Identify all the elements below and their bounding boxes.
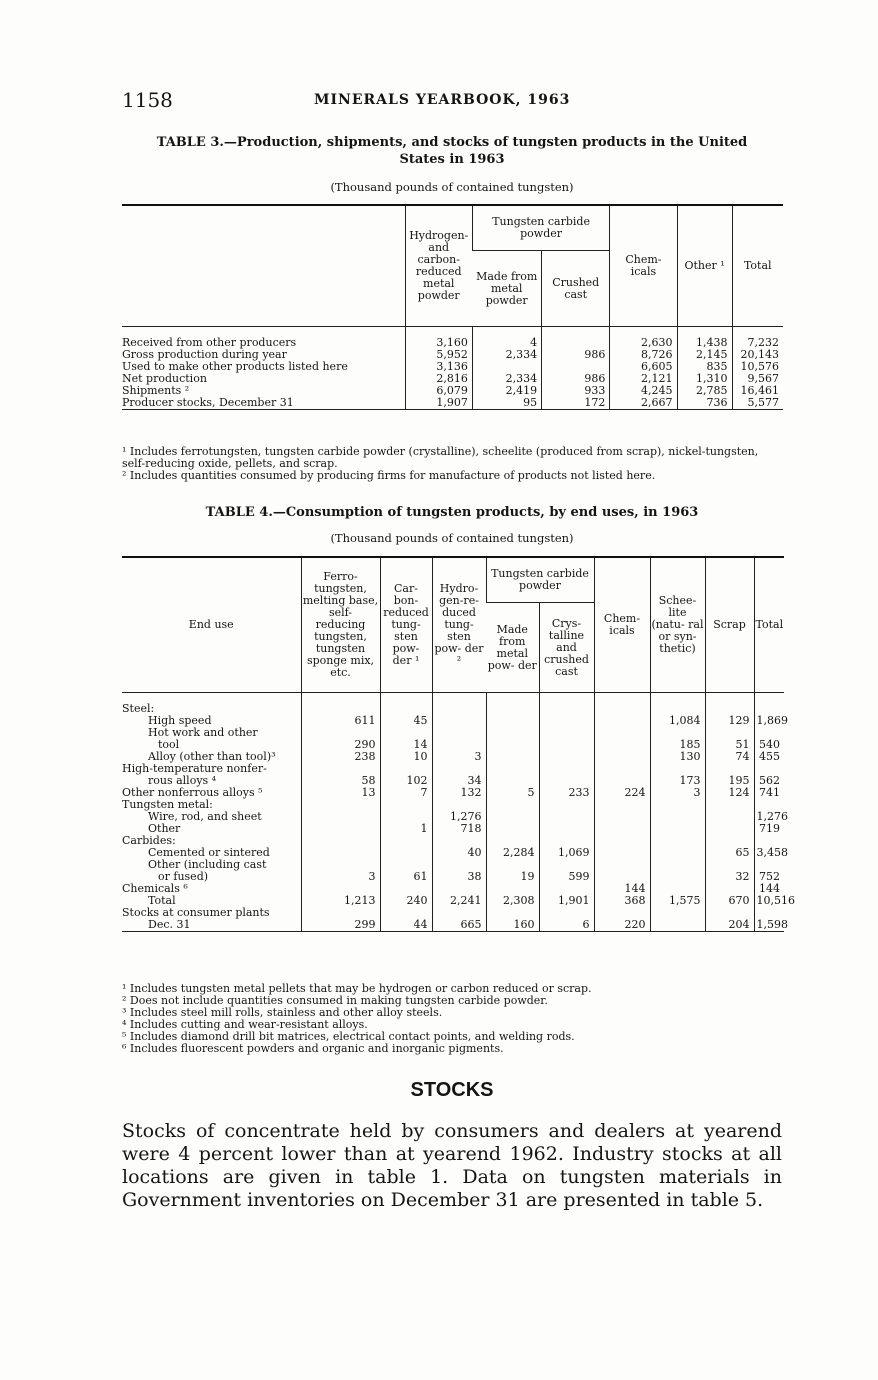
cell-made [486, 715, 539, 727]
cell-chemicals: 6,605 [610, 361, 677, 373]
cell-chemicals: 8,726 [610, 349, 677, 361]
cell-total: 20,143 [732, 349, 783, 361]
row-label: Other nonferrous alloys ⁵ [122, 786, 263, 799]
cell-crushed: 986 [542, 373, 610, 385]
table3-header-carbide-group: Tungsten carbide powder [472, 205, 609, 251]
cell-ferro [301, 835, 380, 847]
cell-hydro: 1,276 [432, 811, 486, 823]
cell-chem [594, 847, 650, 859]
row-label: or fused) [158, 870, 209, 883]
cell-chem [594, 859, 650, 871]
cell-total: 10,576 [732, 361, 783, 373]
cell-schee: 130 [650, 751, 705, 763]
row-label: High-temperature nonfer- [122, 762, 267, 775]
cell-chem [594, 823, 650, 835]
cell-chem [594, 835, 650, 847]
cell-cryst [539, 703, 594, 715]
cell-total: 540 [754, 739, 784, 751]
table3-title [122, 134, 782, 168]
cell-made [486, 799, 539, 811]
row-label: Other (including cast [148, 858, 267, 871]
cell-chem [594, 799, 650, 811]
row-label: Dec. 31 [122, 919, 301, 932]
cell-chemicals: 2,121 [610, 373, 677, 385]
cell-total: 5,577 [732, 397, 783, 410]
cell-scrap [705, 823, 754, 835]
table-row [122, 859, 784, 871]
cell-schee [650, 823, 705, 835]
cell-made [486, 751, 539, 763]
cell-scrap: 195 [705, 775, 754, 787]
cell-hydrogen: 3,136 [405, 361, 472, 373]
cell-crushed: 172 [542, 397, 610, 410]
cell-total: 1,869 [754, 715, 784, 727]
cell-ferro: 13 [301, 787, 380, 799]
page-number: 1158 [122, 88, 173, 112]
table4-header-total: Total [754, 557, 784, 693]
cell-made: 4 [472, 337, 541, 349]
cell-hydro [432, 715, 486, 727]
cell-scrap: 129 [705, 715, 754, 727]
cell-hydro: 2,241 [432, 895, 486, 907]
cell-schee: 1,084 [650, 715, 705, 727]
cell-schee [650, 919, 705, 932]
cell-ferro [301, 823, 380, 835]
table-row [122, 919, 784, 932]
row-label: Carbides: [122, 834, 176, 847]
cell-scrap: 32 [705, 871, 754, 883]
table4-header-scrap: Scrap [705, 557, 754, 693]
cell-made [486, 739, 539, 751]
cell-chem: 224 [594, 787, 650, 799]
row-label: Shipments ² [122, 384, 190, 397]
table4 [122, 556, 795, 932]
running-title: MINERALS YEARBOOK, 1963 [314, 92, 571, 108]
cell-ferro: 1,213 [301, 895, 380, 907]
cell-chem: 144 [594, 883, 650, 895]
cell-schee [650, 847, 705, 859]
cell-total: 3,458 [754, 847, 784, 859]
cell-total: 455 [754, 751, 784, 763]
cell-hydro: 132 [432, 787, 486, 799]
cell-chem [594, 715, 650, 727]
cell-chem: 368 [594, 895, 650, 907]
table4-header-crystalline: Crys- talline and crushed cast [539, 603, 594, 693]
row-label: Alloy (other than tool)³ [148, 750, 276, 763]
cell-carbon: 240 [380, 895, 432, 907]
cell-carbon: 14 [380, 739, 432, 751]
cell-made [486, 703, 539, 715]
cell-carbon [380, 847, 432, 859]
cell-schee [650, 859, 705, 871]
cell-total: 719 [754, 823, 784, 835]
table3-header-total: Total [732, 205, 783, 327]
cell-carbon: 10 [380, 751, 432, 763]
cell-ferro: 290 [301, 739, 380, 751]
cell-scrap [705, 811, 754, 823]
table4-footnote-5: ⁵ Includes diamond drill bit matrices, electrical contact points, and welding rods. [122, 1030, 575, 1043]
cell-hydro: 34 [432, 775, 486, 787]
cell-ferro [301, 847, 380, 859]
table4-header-made-from: Made from metal pow- der [486, 603, 539, 693]
table3-footnote-1: ¹ Includes ferrotungsten, tungsten carbide powder (crystalline), scheelite (produced from scrap), nickel-tungsten, self-reducing oxide, pellets, and scrap. [122, 445, 759, 470]
cell-other: 2,785 [677, 385, 732, 397]
cell-crushed: 986 [542, 349, 610, 361]
table4-header-hydro: Hydro- gen-re- duced tung- sten pow- der ² [432, 557, 486, 693]
cell-carbon: 61 [380, 871, 432, 883]
table3-header-hydrogen: Hydrogen- and carbon- reduced metal powder [405, 205, 472, 327]
cell-scrap: 670 [705, 895, 754, 907]
cell-cryst [539, 823, 594, 835]
cell-made: 2,334 [472, 373, 541, 385]
table-row [122, 811, 784, 823]
row-label: Total [148, 894, 176, 907]
table-row [122, 397, 783, 410]
cell-hydro: 40 [432, 847, 486, 859]
table3-header-crushed: Crushed cast [542, 251, 610, 327]
row-label: Gross production during year [122, 348, 287, 361]
cell-schee [650, 835, 705, 847]
cell-chemicals: 2,630 [610, 337, 677, 349]
table4-footnote-4: ⁴ Includes cutting and wear-resistant alloys. [122, 1018, 368, 1031]
cell-chemicals: 4,245 [610, 385, 677, 397]
cell-hydrogen: 5,952 [405, 349, 472, 361]
cell-scrap: 74 [705, 751, 754, 763]
cell-total: 16,461 [732, 385, 783, 397]
cell-schee: 1,575 [650, 895, 705, 907]
cell-hydrogen: 3,160 [405, 337, 472, 349]
table4-title: TABLE 4.—Consumption of tungsten products, by end uses, in 1963 [205, 505, 699, 520]
row-label: Steel: [122, 702, 155, 715]
cell-carbon: 102 [380, 775, 432, 787]
cell-other: 736 [677, 397, 732, 410]
cell-cryst: 1,069 [539, 847, 594, 859]
cell-cryst: 6 [539, 919, 594, 932]
table-row [122, 871, 784, 883]
cell-cryst: 599 [539, 871, 594, 883]
cell-other: 1,310 [677, 373, 732, 385]
table4-header-end-use: End use [122, 557, 301, 693]
table-row [122, 907, 784, 919]
cell-carbon: 45 [380, 715, 432, 727]
row-label: Used to make other products listed here [122, 360, 348, 373]
table4-header-chemicals: Chem- icals [594, 557, 650, 693]
cell-carbon: 7 [380, 787, 432, 799]
cell-crushed: 933 [542, 385, 610, 397]
cell-ferro: 58 [301, 775, 380, 787]
row-label: Net production [122, 372, 207, 385]
cell-schee [650, 871, 705, 883]
cell-total: 1,276 [754, 811, 784, 823]
table3-header-made-from: Made from metal powder [472, 251, 541, 327]
cell-total: 7,232 [732, 337, 783, 349]
table3-footnotes [122, 446, 782, 482]
cell-hydro: 3 [432, 751, 486, 763]
cell-schee: 3 [650, 787, 705, 799]
table3 [122, 204, 783, 410]
table4-subtitle: (Thousand pounds of contained tungsten) [330, 531, 574, 545]
cell-total: 144 [754, 883, 784, 895]
table4-footnote-1: ¹ Includes tungsten metal pellets that may be hydrogen or carbon reduced or scrap. [122, 982, 592, 995]
cell-ferro: 299 [301, 919, 380, 932]
table4-footnote-6: ⁶ Includes fluorescent powders and organic and inorganic pigments. [122, 1042, 504, 1055]
cell-made [486, 811, 539, 823]
cell-cryst [539, 799, 594, 811]
cell-cryst [539, 763, 594, 775]
cell-made: 5 [486, 787, 539, 799]
cell-chem [594, 739, 650, 751]
cell-total: 741 [754, 787, 784, 799]
table3-subtitle: (Thousand pounds of contained tungsten) [330, 180, 574, 194]
table3-header-other: Other ¹ [677, 205, 732, 327]
table-row [122, 823, 784, 835]
cell-cryst: 1,901 [539, 895, 594, 907]
cell-hydrogen: 1,907 [405, 397, 472, 410]
cell-chem [594, 703, 650, 715]
table3-header-chemicals: Chem- icals [610, 205, 677, 327]
cell-schee: 185 [650, 739, 705, 751]
row-label: Hot work and other [148, 726, 258, 739]
table-row [122, 787, 784, 799]
cell-hydro [432, 703, 486, 715]
cell-total: 752 [754, 871, 784, 883]
row-label: Stocks at consumer plants [122, 906, 270, 919]
cell-total: 1,598 [754, 919, 784, 932]
cell-total: 562 [754, 775, 784, 787]
cell-hydro [432, 727, 486, 739]
cell-hydro: 718 [432, 823, 486, 835]
cell-made: 160 [486, 919, 539, 932]
cell-scrap: 51 [705, 739, 754, 751]
cell-other: 2,145 [677, 349, 732, 361]
cell-chem: 220 [594, 919, 650, 932]
cell-cryst [539, 727, 594, 739]
cell-chem [594, 763, 650, 775]
cell-made: 2,308 [486, 895, 539, 907]
row-label: tool [158, 738, 180, 751]
table4-body [122, 693, 795, 932]
table4-header-carbide-group: Tungsten carbide powder [486, 557, 594, 603]
row-label: Cemented or sintered [148, 846, 270, 859]
table3-title-line2: States in 1963 [399, 152, 505, 167]
table3-footnote-2: ² Includes quantities consumed by producing firms for manufacture of products not listed here. [122, 469, 656, 482]
cell-carbon: 44 [380, 919, 432, 932]
cell-hydro: 665 [432, 919, 486, 932]
table3-title-line1: TABLE 3.—Production, shipments, and stocks of tungsten products in the United [156, 135, 748, 150]
cell-other: 835 [677, 361, 732, 373]
cell-made [486, 823, 539, 835]
cell-scrap [705, 799, 754, 811]
table3-body [122, 327, 783, 410]
cell-carbon [380, 799, 432, 811]
table3-stub-header [122, 205, 405, 327]
cell-cryst: 233 [539, 787, 594, 799]
row-label: Chemicals ⁶ [122, 882, 188, 895]
cell-carbon: 1 [380, 823, 432, 835]
cell-cryst [539, 715, 594, 727]
table4-header-carbon: Car- bon- reduced tung- sten pow- der ¹ [380, 557, 432, 693]
cell-chem [594, 811, 650, 823]
table4-header-scheelite: Schee- lite (natu- ral or syn- thetic) [650, 557, 705, 693]
page-header [122, 88, 782, 114]
cell-carbon [380, 835, 432, 847]
cell-made: 2,419 [472, 385, 541, 397]
row-label: Other [148, 822, 181, 835]
table4-footnote-2: ² Does not include quantities consumed in making tungsten carbide powder. [122, 994, 548, 1007]
cell-made [486, 727, 539, 739]
stocks-paragraph: Stocks of concentrate held by consumers and dealers at yearend were 4 percent lower than at yearend 1962. Industry stocks at all locations are given in table 1. Data on tungsten materials in Government inventories on December 31 are presented in table 5. [122, 1120, 782, 1211]
cell-scrap: 204 [705, 919, 754, 932]
cell-made: 2,284 [486, 847, 539, 859]
cell-hydrogen: 2,816 [405, 373, 472, 385]
cell-ferro [301, 799, 380, 811]
cell-schee [650, 799, 705, 811]
cell-hydro: 38 [432, 871, 486, 883]
cell-chemicals: 2,667 [610, 397, 677, 410]
cell-made: 19 [486, 871, 539, 883]
cell-ferro [301, 811, 380, 823]
cell-ferro: 3 [301, 871, 380, 883]
cell-made: 2,334 [472, 349, 541, 361]
row-label: Tungsten metal: [122, 798, 213, 811]
row-label: Producer stocks, December 31 [122, 397, 405, 410]
row-label: rous alloys ⁴ [148, 774, 217, 787]
cell-other: 1,438 [677, 337, 732, 349]
row-label: Wire, rod, and sheet [148, 810, 262, 823]
cell-cryst [539, 751, 594, 763]
cell-scrap: 124 [705, 787, 754, 799]
cell-scrap: 65 [705, 847, 754, 859]
cell-chem [594, 727, 650, 739]
cell-schee [650, 811, 705, 823]
cell-hydrogen: 6,079 [405, 385, 472, 397]
cell-chem [594, 751, 650, 763]
cell-made: 95 [472, 397, 541, 410]
cell-ferro: 238 [301, 751, 380, 763]
cell-cryst [539, 811, 594, 823]
stocks-heading: STOCKS [410, 1079, 494, 1101]
cell-made [486, 763, 539, 775]
cell-total: 10,516 [754, 895, 784, 907]
table4-footnote-3: ³ Includes steel mill rolls, stainless and other alloy steels. [122, 1006, 443, 1019]
row-label: High speed [148, 714, 212, 727]
cell-cryst [539, 739, 594, 751]
row-label: Received from other producers [122, 336, 297, 349]
cell-schee: 173 [650, 775, 705, 787]
cell-ferro: 611 [301, 715, 380, 727]
table4-header-ferro: Ferro- tungsten, melting base, self- reducing tungsten, tungsten sponge mix, etc. [301, 557, 380, 693]
cell-total: 9,567 [732, 373, 783, 385]
cell-schee [650, 907, 705, 919]
table4-footnotes [122, 983, 782, 1055]
